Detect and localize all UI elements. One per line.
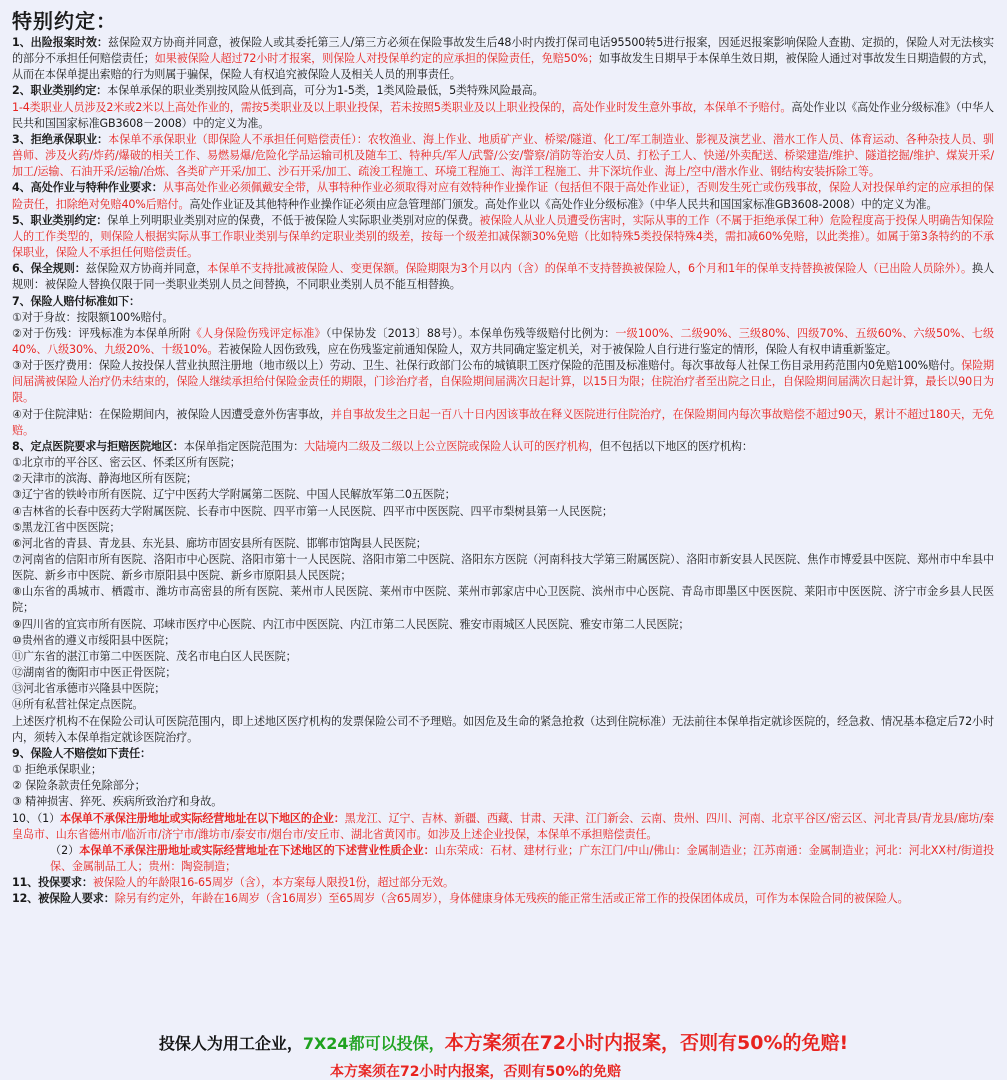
list-item: ⑧山东省的禹城市、栖霞市、潍坊市高密县的所有医院、莱州市人民医院、莱州市中医院、莱州市郭家店中心卫医院、滨州市中心医院、青岛市即墨区中医医院、莱阳市中医医院、济宁市金乡县人民医院；	[12, 585, 994, 615]
footer-report-warning: 本方案须在72小时内报案，否则有50%的免赔!	[444, 1032, 849, 1054]
list-item: ⑨四川省的宜宾市所有医院、邛崃市医疗中心医院、内江市中医医院、内江市第二人民医院、雅安市雨城区人民医院、雅安市第二人民医院；	[12, 617, 690, 631]
clause-red-text: 除另有约定外，年龄在16周岁（含16周岁）至65周岁（含65周岁），身体健康身体无残疾的能正常生活或正常工作的投保团体成员，可作为本保险合同的被保险人。	[114, 892, 909, 906]
clause-10-part-2	[12, 843, 994, 875]
clause-red-text: 一级100%、二级90%、三级80%、四级70%、五级60%、六级50%、七级40%、八级30%、九级20%、十级10%。	[12, 326, 994, 356]
clause-heading: 5、职业类别约定：	[12, 213, 108, 227]
clause-7-item-2	[12, 326, 994, 358]
footer-cut-line: 本方案须在72小时内报案，否则有50%的免赔	[330, 1064, 621, 1080]
clause-red-text: 《人身保险伤残评定标准》	[190, 326, 326, 340]
clause-8-tail: 上述医疗机构不在保险公司认可医院范围内，即上述地区医疗机构的发票保险公司不予理赔。如因危及生命的紧急抢救（达到住院标准）无法前往本保单指定就诊医院的，经急救、情况基本稳定后72小时内，须转入本保单指定就诊医院治疗。	[12, 714, 994, 744]
clause-text: ③对于医疗费用：保险人按投保人营业执照注册地（地市级以上）劳动、卫生、社保行政部门公布的城镇职工医疗保险的范围及标准赔付。每次事故每人社保工伤目录用药范围内0免赔100%赔付。	[12, 359, 962, 373]
clause-heading: 6、保全规则：	[12, 262, 86, 276]
clause-text: 本保单承保的职业类别按风险从低到高，可分为1-5类，1类风险最低，5类特殊风险最高。	[107, 84, 544, 98]
list-item: ② 保险条款责任免除部分；	[12, 779, 146, 793]
clause-text: 若被保险人因伤致残，应在伤残鉴定前通知保险人，双方共同确定鉴定机关，对于被保险人自行进行鉴定的情形，保险人有权申请重新鉴定。	[218, 342, 897, 356]
clause-5	[12, 213, 994, 261]
footer-employer-text: 投保人为用工企业，	[158, 1034, 303, 1053]
clause-red-text: 黑龙江、辽宁、吉林、新疆、西藏、甘肃、天津、江门新会、云南、贵州、四川、河南、北京平谷区/密云区、河北青县/青龙县/廊坊/秦皇岛市、山东省德州市/临沂市/济宁市/潍坊市/泰安市/烟台市/安丘市、湖北省黄冈市。如涉及上述企业投保，本保单不承担赔偿责任。	[12, 811, 994, 841]
clause-red-text: 山东荣成：石材、建材行业；广东江门/中山/佛山：金属制造业；江苏南通：金属制造业；河北：河北XX村/街道投保、金属制品工人；贵州：陶瓷制造；	[50, 843, 994, 873]
clause-red-heading: 本保单不承保注册地址或实际经营地址在下述地区的下述营业性质企业：	[79, 843, 435, 857]
clause-text: 但不包括以下地区的医疗机构：	[599, 439, 753, 453]
list-item: ⑬河北省承德市兴隆县中医院；	[12, 682, 166, 696]
clause-6	[12, 261, 994, 293]
clause-heading: 12、被保险人要求：	[12, 892, 115, 906]
list-item: ① 拒绝承保职业；	[12, 763, 102, 777]
clause-text: 如事故发生日期早于本保单生效日期，被保险人通过对事故发生日期造假的方式，从而在本保单提出索赔的行为则属于骗保，保险人有权追究被保险人及相关人员的刑事责任。	[12, 52, 995, 82]
clause-number: （2）	[50, 843, 80, 857]
list-item: ⑥河北省的青县、青龙县、东光县、廊坊市固安县所有医院、邯郸市馆陶县人民医院；	[12, 536, 427, 550]
clause-7-item-3	[12, 358, 994, 406]
clause-text: 兹保险双方协商并同意，被保险人或其委托第三人/第三方必须在保险事故发生后48小时内拨打保司电话95500转5进行报案，因延迟报案影响保险人查勘、定损的，保险人对无法核实的部分不承担任何赔偿责任；	[12, 36, 994, 66]
list-item: ②天津市的滨海、静海地区所有医院；	[12, 472, 197, 486]
clause-red-text: 被保险人的年龄限16-65周岁（含），本方案每人限投1份，超过部分无效。	[92, 876, 454, 890]
clause-12	[12, 891, 994, 907]
footer-banner	[0, 1028, 1007, 1055]
clause-text: ④对于住院津贴：在保险期间内，被保险人因遭受意外伤害事故，	[12, 407, 331, 421]
clause-red-text: 1-4类职业人员涉及2米或2米以上高处作业的，需按5类职业及以上职业投保，若未按照5类职业及以上职业投保的，高处作业时发生意外事故，本保单不予赔付。	[12, 100, 792, 114]
page-title: 特别约定：	[12, 9, 117, 33]
clause-heading: 2、职业类别约定：	[12, 84, 108, 98]
clause-red-text: 从事高处作业必须佩戴安全带，从事特种作业必须取得对应有效特种作业操作证（包括但不限于高处作业证），否则发生死亡或伤残事故，保险人对投保单约定的应承担的保险责任，扣除绝对免赔40%后赔付。	[12, 181, 994, 211]
clause-text: 换人规则：被保险人替换仅限于同一类职业类别人员之间替换，不同职业类别人员不能互相替换。	[12, 262, 995, 292]
clause-8	[12, 439, 994, 455]
clause-7-item-1	[12, 310, 994, 326]
special-terms-body	[12, 35, 994, 907]
clause-text: 本保单指定医院范围为：	[183, 439, 305, 453]
clause-heading: 4、高处作业与特种作业要求：	[12, 181, 163, 195]
clause-4	[12, 180, 994, 212]
clause-heading: 1、出险报案时效：	[12, 36, 108, 49]
clause-10-part-1	[12, 811, 994, 843]
clause-red-text: 如果被保险人超过72小时才报案，则保险人对投保单约定的应承担的保险责任，免赔50%；	[154, 52, 599, 66]
list-item: ⑫湖南省的衡阳市中医正骨医院；	[12, 666, 177, 680]
list-item: ⑪广东省的湛江市第二中医医院、茂名市电白区人民医院；	[12, 649, 297, 663]
clause-text: ②对于伤残：评残标准为本保单所附	[12, 326, 191, 340]
clause-text: （中保协发〔2013〕88号）。本保单伤残等级赔付比例为：	[325, 326, 616, 340]
clause-11	[12, 875, 994, 891]
clause-text: 高处作业证及其他特种作业操作证必须由应急管理部门颁发。高处作业以《高处作业分级标准》（中华人民共和国国家标准GB3608-2008）中的定义为准。	[189, 197, 938, 211]
clause-text: 高处作业以《高处作业分级标准》（中华人民共和国国家标准GB3608－2008）中的定义为准。	[12, 100, 994, 130]
clause-text: 保单上列明职业类别对应的保费，不低于被保险人实际职业类别对应的保费。	[107, 213, 480, 227]
clause-heading: 3、拒绝承保职业：	[12, 132, 109, 146]
clause-1	[12, 35, 994, 83]
list-item: ①北京市的平谷区、密云区、怀柔区所有医院；	[12, 456, 241, 470]
clause-red-text: 并自事故发生之日起一百八十日内因该事故在释义医院进行住院治疗，在保险期间内每次事故赔偿不超过90天，累计不超过180天，无免赔。	[12, 407, 994, 437]
clause-7-item-4	[12, 407, 994, 439]
clause-red-text: 本保单不承保职业（即保险人不承担任何赔偿责任）：农牧渔业、海上作业、地质矿产业、桥梁/隧道、化工/军工制造业、影视及演艺业、潜水工作人员、体育运动、各种杂技人员、驯兽师、涉及火药/炸药/爆破的相关工作、易燃易爆/危险化学品运输司机及随车工、特种兵/军人/武警/公安/警察/消防等治安人员、打松子工人、快递/外卖配送、桥梁建造/维护、隧道挖掘/维护、煤炭开采/加工/运输、石油开采/运输/冶炼、各类矿产开采/加工、沙石开采/加工、疏浚工程施工、环境工程施工、海洋工程施工、井下深坑作业、海上/空中/潜水作业、钢结构安装拆除工等。	[12, 132, 994, 179]
clause-red-text: 保险期间届满被保险人治疗仍未结束的，保险人继续承担给付保险金责任的期限，门诊治疗者，自保险期间届满次日起计算，以15日为限；住院治疗者至出院之日止，自保险期间届满次日起计算，最长以90日为限。	[12, 359, 995, 405]
clause-7-heading	[12, 294, 994, 310]
list-item: ④吉林省的长春中医药大学附属医院、长春市中医院、四平市第一人民医院、四平市中医医院、四平市梨树县第一人民医院；	[12, 504, 613, 518]
clause-2	[12, 83, 994, 131]
clause-3	[12, 132, 994, 180]
list-item: ③ 精神损害、猝死、疾病所致治疗和身故。	[12, 795, 223, 809]
clause-text: 兹保险双方协商并同意，	[85, 262, 208, 276]
clause-red-heading: 本保单不承保注册地址或实际经营地址在以下地区的企业：	[60, 811, 345, 825]
list-item: ⑤黑龙江省中医医院；	[12, 520, 121, 534]
list-item: ⑭所有私营社保定点医院。	[12, 698, 144, 712]
list-item: ③辽宁省的铁岭市所有医院、辽宁中医药大学附属第二医院、中国人民解放军第二0五医院；	[12, 488, 456, 502]
list-item: ⑦河南省的信阳市所有医院、洛阳市中心医院、洛阳市第十一人民医院、洛阳市第二中医院、洛阳东方医院（河南科技大学第三附属医院）、洛阳市新安县人民医院、焦作市博爱县中医院、郑州市中牟县中医院、新乡市中医院、新乡市原阳县中医院、新乡市原阳县人民医院；	[12, 553, 994, 583]
clause-heading: 8、定点医院要求与拒赔医院地区：	[12, 439, 184, 453]
clause-red-text: 本保单不支持批减被保险人、变更保额。保险期限为3个月以内（含）的保单不支持替换被保险人，6个月和1年的保单支持替换被保险人（已出险人员除外）。	[207, 262, 973, 276]
clause-red-text: 被保险人从业人员遭受伤害时，实际从事的工作（不属于拒绝承保工种）危险程度高于投保人明确告知保险人的工作类型的，则保险人根据实际从事工作职业类别与保单约定职业类别的级差，按每一个级差扣减保额30%免赔（比如特殊5类投保特殊4类，需扣减60%免赔，以此类推）。如属于第3条特约的不承保职业，保险人不承担任何赔偿责任。	[12, 213, 994, 260]
clause-heading: 7、保险人赔付标准如下：	[12, 294, 140, 308]
footer-24h-text: 7X24都可以投保，	[302, 1034, 445, 1053]
clause-text: ①对于身故：按限额100%赔付。	[12, 310, 174, 324]
clause-heading: 9、保险人不赔偿如下责任：	[12, 746, 151, 760]
clause-number: 10、（1）	[12, 811, 61, 825]
clause-heading: 11、投保要求：	[12, 876, 93, 890]
clause-9-heading	[12, 746, 994, 762]
list-item: ⑩贵州省的遵义市绥阳县中医院；	[12, 633, 176, 647]
clause-red-text: 大陆境内二级及二级以上公立医院或保险人认可的医疗机构，	[304, 439, 600, 453]
